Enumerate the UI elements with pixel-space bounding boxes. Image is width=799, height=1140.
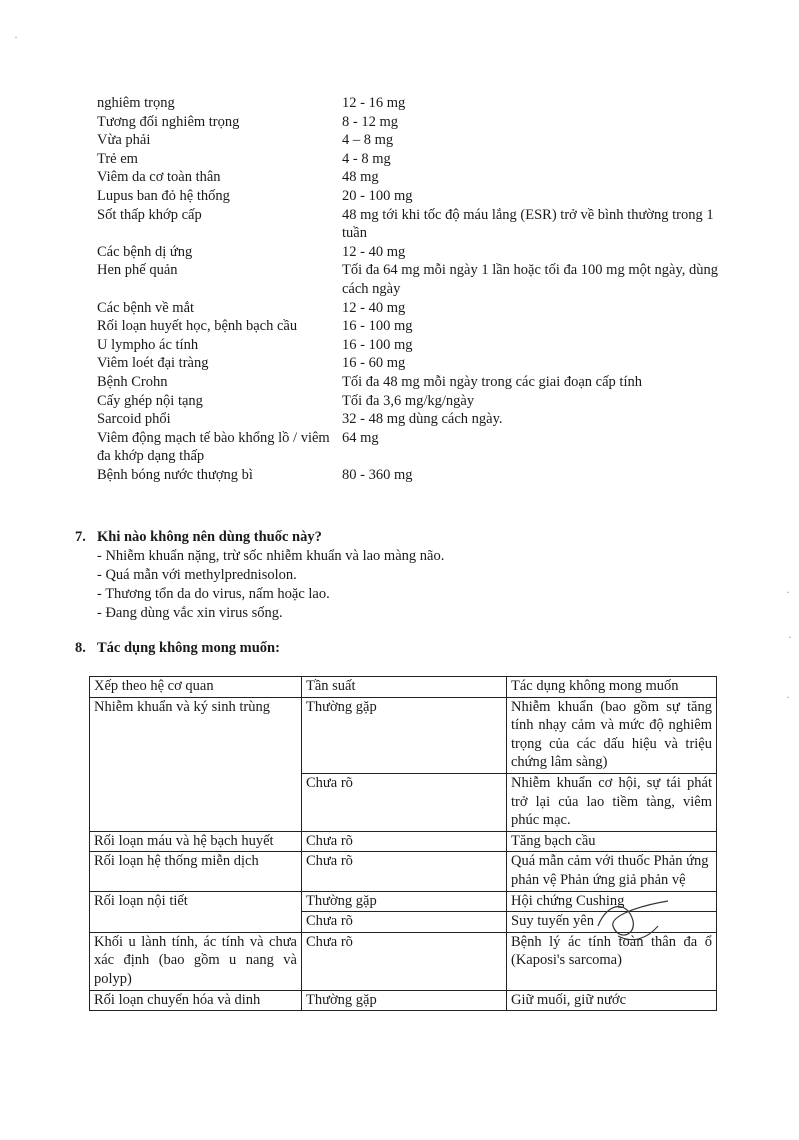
table-row: [90, 697, 717, 773]
effect-cell: Nhiễm khuẩn (bao gồm sự tăng tính nhạy cảm và mức độ nghiêm trọng của các dấu hiệu và triệu chứng lâm sàng): [507, 697, 717, 773]
dose-condition: Rối loạn huyết học, bệnh bạch cầu: [97, 318, 298, 335]
list-item: - Quá mẫn với methylprednisolon.: [97, 567, 297, 583]
table-row: [90, 852, 717, 891]
dose-value: 4 - 8 mg: [342, 150, 391, 167]
section-title: Khi nào không nên dùng thuốc này?: [97, 529, 322, 545]
table-row: [90, 831, 717, 852]
dose-value: 16 - 60 mg: [342, 355, 406, 372]
header-frequency: Tần suất: [302, 677, 507, 698]
frequency-cell: Chưa rõ: [302, 773, 507, 831]
dose-row: [97, 261, 737, 298]
dose-value: 12 - 40 mg: [342, 299, 406, 316]
dose-value: Tối đa 48 mg mỗi ngày trong các giai đoạn cấp tính: [342, 373, 642, 390]
header-organ: Xếp theo hệ cơ quan: [90, 677, 302, 698]
dose-value: Tối đa 64 mg mỗi ngày 1 lần hoặc tối đa 100 mg một ngày, dùng cách ngày: [342, 262, 719, 297]
effect-cell: Giữ muối, giữ nước: [507, 990, 717, 1011]
contraindication-list: [75, 547, 735, 623]
dose-condition: Viêm loét đại tràng: [97, 355, 209, 372]
dosage-list: [97, 94, 737, 484]
dose-condition: Trẻ em: [97, 150, 138, 167]
section-number: 7.: [75, 529, 86, 545]
dose-condition: Sốt thấp khớp cấp: [97, 206, 202, 223]
dose-value: 16 - 100 mg: [342, 318, 413, 335]
effect-cell: Bệnh lý ác tính toàn thân đa ổ (Kaposi's sarcoma): [507, 932, 717, 990]
dose-value: 48 mg: [342, 169, 379, 186]
side-effects-heading: [75, 640, 735, 657]
organ-cell: Khối u lành tính, ác tính và chưa xác định (bao gồm u nang và polyp): [90, 932, 302, 990]
frequency-cell: Chưa rõ: [302, 852, 507, 891]
scan-dot: ·: [14, 30, 18, 44]
dose-row: [97, 243, 737, 262]
dose-value: 4 – 8 mg: [342, 132, 394, 149]
frequency-cell: Chưa rõ: [302, 912, 507, 933]
organ-cell: Rối loạn máu và hệ bạch huyết: [90, 831, 302, 852]
dose-value: 8 - 12 mg: [342, 113, 398, 130]
dose-row: [97, 410, 737, 429]
scan-dot: ·: [786, 690, 790, 704]
side-effects-table: [89, 676, 717, 1011]
dose-row: [97, 373, 737, 392]
contraindications-section: [75, 528, 735, 623]
dose-value: 48 mg tới khi tốc độ máu lắng (ESR) trở về bình thường trong 1 tuần: [342, 206, 714, 242]
dose-condition: Các bệnh về mắt: [97, 299, 195, 316]
dose-row: [97, 317, 737, 336]
section-heading: [75, 528, 735, 547]
dose-condition: Viêm da cơ toàn thân: [97, 169, 221, 186]
frequency-cell: Chưa rõ: [302, 831, 507, 852]
frequency-cell: Thường gặp: [302, 891, 507, 912]
section-title: Tác dụng không mong muốn:: [97, 640, 280, 656]
header-effect: Tác dụng không mong muốn: [507, 677, 717, 698]
effect-cell: Nhiễm khuẩn cơ hội, sự tái phát trở lại của lao tiềm tàng, viêm phúc mạc.: [507, 773, 717, 831]
organ-cell: Nhiễm khuẩn và ký sinh trùng: [90, 697, 302, 831]
dose-condition: Cấy ghép nội tạng: [97, 392, 203, 409]
dose-value: 64 mg: [342, 429, 379, 446]
frequency-cell: Thường gặp: [302, 990, 507, 1011]
dose-value: 16 - 100 mg: [342, 336, 413, 353]
list-item: - Nhiễm khuẩn nặng, trừ sốc nhiễm khuẩn và lao màng não.: [97, 548, 445, 564]
organ-cell: Rối loạn nội tiết: [90, 891, 302, 932]
dose-row: [97, 94, 737, 113]
dose-condition: U lympho ác tính: [97, 336, 199, 353]
dose-condition: Lupus ban đỏ hệ thống: [97, 187, 230, 204]
organ-cell: Rối loạn chuyển hóa và dinh: [90, 990, 302, 1011]
dose-row: [97, 168, 737, 187]
handwritten-mark: [588, 896, 678, 946]
dose-row: [97, 113, 737, 132]
frequency-cell: Thường gặp: [302, 697, 507, 773]
effect-cell: Suy tuyến yên: [507, 912, 717, 933]
scan-dot: ·: [788, 630, 792, 644]
dose-row: [97, 354, 737, 373]
organ-cell: Rối loạn hệ thống miễn dịch: [90, 852, 302, 891]
dose-condition: Vừa phải: [97, 132, 151, 149]
dose-condition: Sarcoid phổi: [97, 411, 171, 428]
table-header-row: [90, 677, 717, 698]
dose-value: 20 - 100 mg: [342, 187, 413, 204]
effect-cell: Hội chứng Cushing: [507, 891, 717, 912]
table-row: [90, 990, 717, 1011]
list-item: - Đang dùng vắc xin virus sống.: [97, 605, 283, 621]
dose-condition: Hen phế quản: [97, 262, 178, 279]
dose-value: 12 - 16 mg: [342, 95, 406, 111]
effect-cell: Tăng bạch cầu: [507, 831, 717, 852]
dose-row: [97, 429, 737, 466]
effect-cell: Quá mẫn cảm với thuốc Phản ứng phản vệ Phản ứng giả phản vệ: [507, 852, 717, 891]
dose-row: [97, 299, 737, 318]
list-item: - Thương tổn da do virus, nấm hoặc lao.: [97, 586, 330, 602]
dose-row: [97, 336, 737, 355]
dose-row: [97, 150, 737, 169]
dose-condition: Tương đối nghiêm trọng: [97, 113, 240, 130]
dose-condition: Bệnh bóng nước thượng bì: [97, 466, 253, 483]
dose-row: [97, 392, 737, 411]
dose-row: [97, 466, 737, 485]
dose-row: [97, 206, 737, 243]
dose-condition: Viêm động mạch tế bào khổng lồ / viêm đa khớp dạng thấp: [97, 429, 330, 465]
section-number: 8.: [75, 640, 86, 656]
dose-condition: nghiêm trọng: [97, 95, 175, 111]
dose-value: 32 - 48 mg dùng cách ngày.: [342, 411, 503, 428]
dose-condition: Các bệnh dị ứng: [97, 243, 193, 260]
dose-condition: Bệnh Crohn: [97, 373, 168, 390]
dose-row: [97, 187, 737, 206]
frequency-cell: Chưa rõ: [302, 932, 507, 990]
scan-dot: ·: [786, 585, 790, 599]
dose-value: 12 - 40 mg: [342, 243, 406, 260]
dose-value: Tối đa 3,6 mg/kg/ngày: [342, 392, 475, 409]
dose-value: 80 - 360 mg: [342, 466, 413, 483]
dose-row: [97, 131, 737, 150]
